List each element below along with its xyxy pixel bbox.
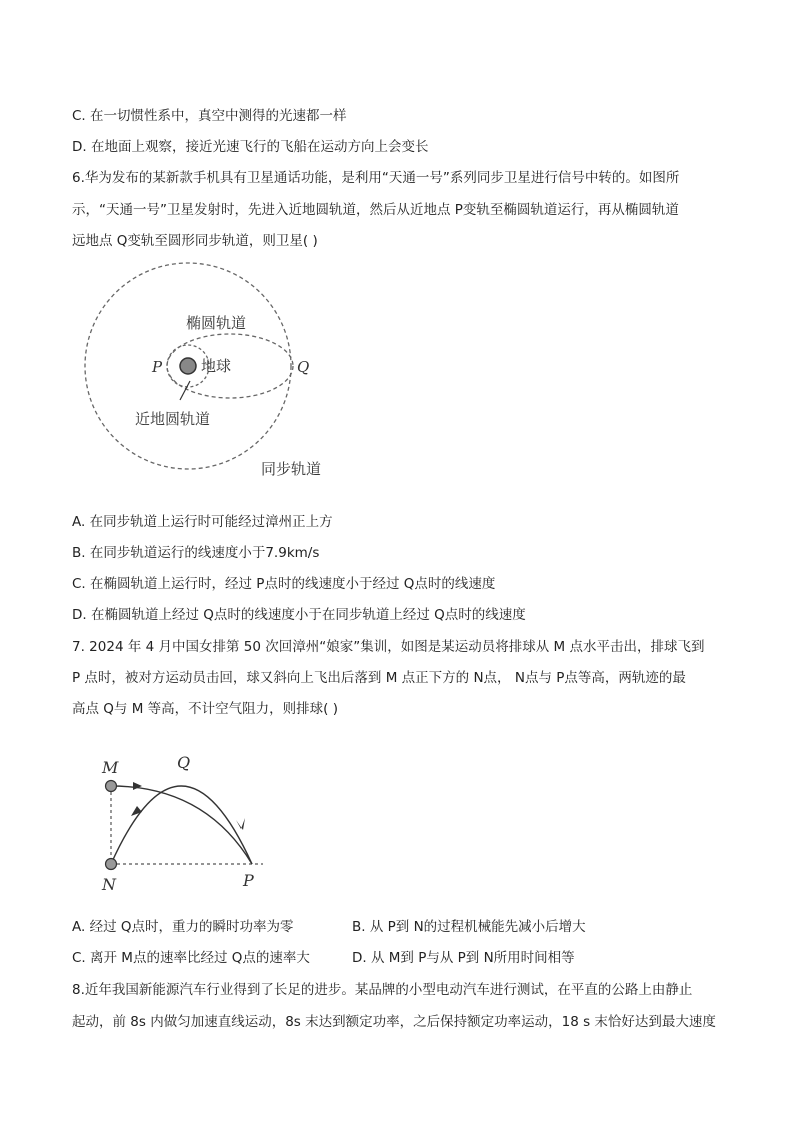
arrow-down-to-p [236, 818, 245, 830]
q8-stem-line-2: 起动，前 8s 内做匀加速直线运动，8s 末达到额定功率，之后保持额定功率运动，18 s 末恰好达到最大速度 [72, 1014, 716, 1030]
q7-option-c: C. 离开 M点的速率比经过 Q点的速率大 [72, 950, 310, 966]
q6-stem-line-1: 6.华为发布的某新款手机具有卫星通话功能，是利用“天通一号”系列同步卫星进行信号中转的。如图所 [72, 170, 680, 186]
volleyball-diagram [0, 740, 794, 900]
earth-label: 地球 [201, 357, 232, 375]
q5-option-d: D. 在地面上观察，接近光速飞行的飞船在运动方向上会变长 [72, 139, 429, 155]
q6-stem-line-2: 示，“天通一号”卫星发射时，先进入近地圆轨道，然后从近地点 P变轨至椭圆轨道运行，再从椭圆轨道 [72, 202, 679, 218]
sync-orbit-label: 同步轨道 [261, 460, 322, 478]
q6-option-c: C. 在椭圆轨道上运行时，经过 P点时的线速度小于经过 Q点时的线速度 [72, 576, 496, 592]
ellipse-orbit-label: 椭圆轨道 [186, 314, 247, 332]
earth [180, 358, 196, 374]
point-m-label: M [102, 758, 119, 777]
q8-stem-line-1: 8.近年我国新能源汽车行业得到了长足的进步。某品牌的小型电动汽车进行测试，在平直的公路上由静止 [72, 982, 693, 998]
ball-at-n [106, 859, 117, 870]
q7-stem-line-2: P 点时，被对方运动员击回，球又斜向上飞出后落到 M 点正下方的 N点， N点与 P点等高，两轨迹的最 [72, 670, 686, 686]
near-orbit-pointer [180, 381, 190, 400]
q6-option-b: B. 在同步轨道运行的线速度小于7.9km/s [72, 545, 320, 561]
q7-stem-line-3: 高点 Q与 M 等高，不计空气阻力，则排球( ) [72, 701, 338, 717]
q6-option-d: D. 在椭圆轨道上经过 Q点时的线速度小于在同步轨道上经过 Q点时的线速度 [72, 607, 526, 623]
q7-stem-line-1: 7. 2024 年 4 月中国女排第 50 次回漳州“娘家”集训，如图是某运动员将排球从 M 点水平击出，排球飞到 [72, 639, 705, 655]
q7-option-d: D. 从 M到 P与从 P到 N所用时间相等 [352, 950, 575, 966]
point-q-label: Q [177, 753, 191, 772]
ball-at-m [106, 781, 117, 792]
near-orbit-label: 近地圆轨道 [135, 410, 211, 428]
arrow-curve-up [131, 806, 142, 816]
q6-option-a: A. 在同步轨道上运行时可能经过漳州正上方 [72, 514, 333, 530]
q5-option-c: C. 在一切惯性系中，真空中测得的光速都一样 [72, 108, 347, 124]
q7-option-b: B. 从 P到 N的过程机械能先减小后增大 [352, 919, 586, 935]
trajectory-p-to-n [111, 786, 252, 864]
q6-stem-line-3: 远地点 Q变轨至圆形同步轨道，则卫星( ) [72, 233, 318, 249]
point-p-label: P [152, 358, 163, 376]
point-p-label: P [243, 871, 254, 890]
orbit-diagram [0, 250, 794, 510]
point-q-label: Q [297, 358, 310, 376]
q7-option-a: A. 经过 Q点时，重力的瞬时功率为零 [72, 919, 294, 935]
point-n-label: N [102, 875, 116, 894]
